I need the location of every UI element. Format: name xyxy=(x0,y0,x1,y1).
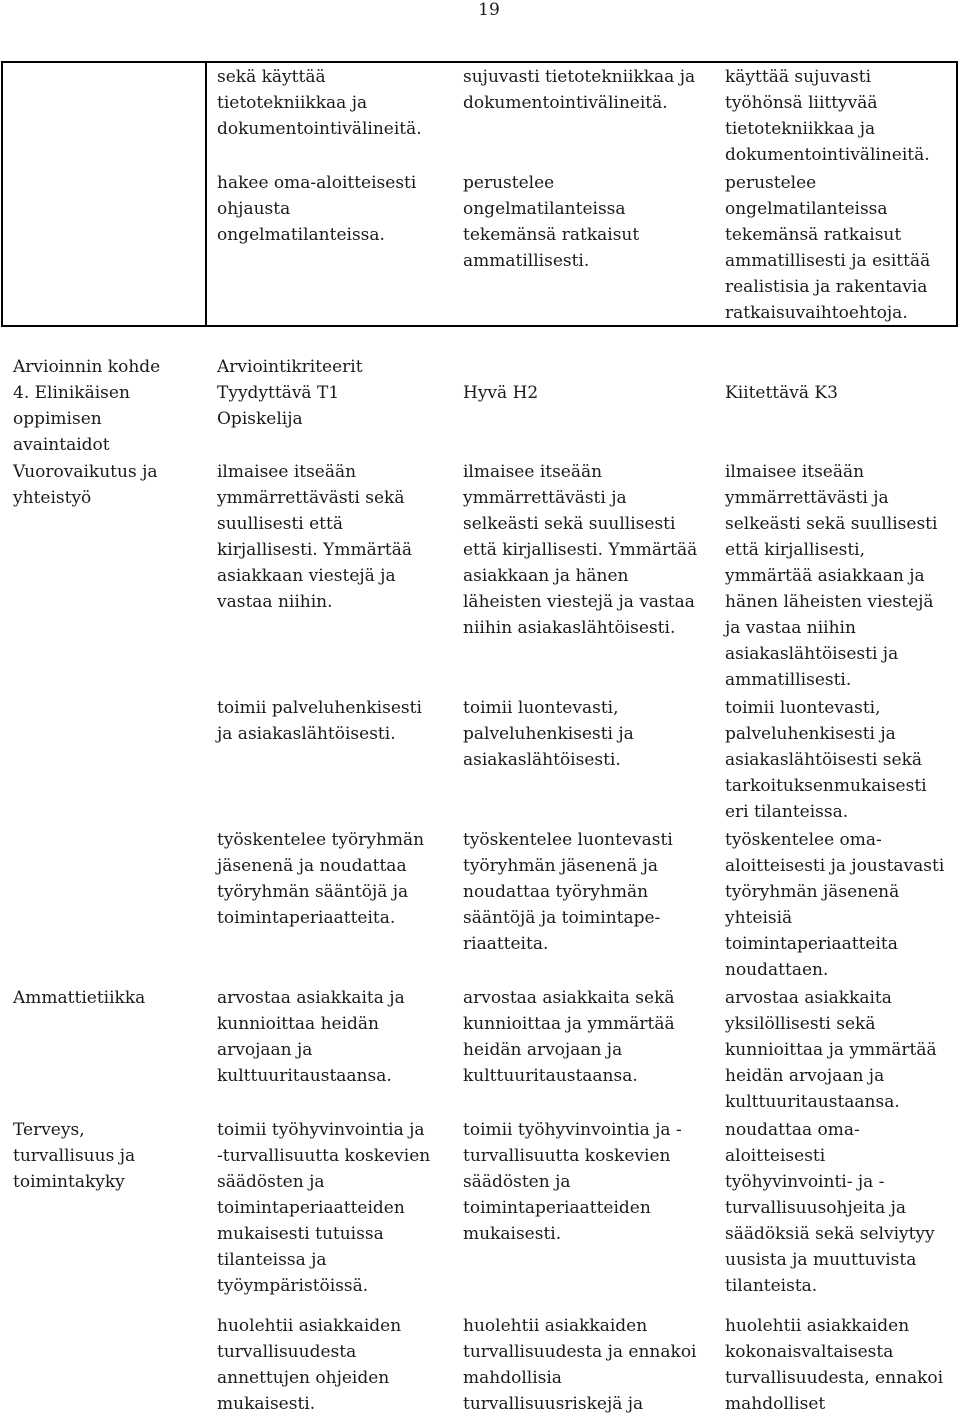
header-criteria: Arviointikriteerit xyxy=(217,357,363,377)
top-good-cell: sujuvasti tietotekniikkaa ja dokumentointivälineitä. xyxy=(463,67,696,113)
section-name: Terveys, turvallisuus ja toimintakyky xyxy=(13,1120,136,1192)
criteria-good-cell: työskentelee luontevasti työryhmän jäsenenä ja noudattaa työryhmän sääntöjä ja toimintape- riaatteita. xyxy=(463,830,673,954)
criteria-excellent-cell: ilmaisee itseään ymmärrettävästi ja selkeästi sekä suullisesti että kirjallisesti, ymmärtää asiakkaan ja hänen läheisten viestejä ja vastaa niihin asiakaslähtöisesti ja ammatillisesti. xyxy=(725,462,938,690)
criteria-good-cell: toimii työhyvinvointia ja - turvallisuutta koskevien säädösten ja toimintaperiaatteiden mukaisesti. xyxy=(463,1120,682,1244)
top-satisfactory-cell: hakee oma-aloitteisesti ohjausta ongelmatilanteissa. xyxy=(217,173,417,245)
criteria-good-cell: huolehtii asiakkaiden turvallisuudesta ja ennakoi mahdollisia turvallisuusriskejä ja xyxy=(463,1316,697,1414)
section-name: Ammattietiikka xyxy=(13,988,146,1008)
criteria-good-cell: ilmaisee itseään ymmärrettävästi ja selkeästi sekä suullisesti että kirjallisesti. Ymmärtää asiakkaan ja hänen läheisten viestejä ja vastaa niihin asiakaslähtöisesti. xyxy=(463,462,698,638)
criteria-excellent-cell: huolehtii asiakkaiden kokonaisvaltaisesta turvallisuudesta, ennakoi mahdolliset xyxy=(725,1316,944,1414)
criteria-excellent-cell: työskentelee oma- aloitteisesti ja joustavasti työryhmän jäsenenä yhteisiä toimintaperiaatteita noudattaen. xyxy=(725,830,945,980)
header-good: Hyvä H2 xyxy=(463,383,539,403)
top-excellent-cell: perustelee ongelmatilanteissa tekemänsä ratkaisut ammatillisesti ja esittää realistisia ja rakentavia ratkaisuvaihtoehtoja. xyxy=(725,173,931,323)
top-excellent-cell: käyttää sujuvasti työhönsä liittyvää tietotekniikkaa ja dokumentointivälineitä. xyxy=(725,67,930,165)
criteria-excellent-cell: toimii luontevasti, palveluhenkisesti ja asiakaslähtöisesti sekä tarkoituksenmukaisesti eri tilanteissa. xyxy=(725,698,927,822)
criteria-satisfactory-cell: ilmaisee itseään ymmärrettävästi sekä suullisesti että kirjallisesti. Ymmärtää asiakkaan viestejä ja vastaa niihin. xyxy=(217,462,412,612)
criteria-excellent-cell: arvostaa asiakkaita yksilöllisesti sekä kunnioittaa ja ymmärtää heidän arvojaan ja kulttuuritaustaansa. xyxy=(725,988,937,1112)
table-border-right xyxy=(956,61,958,327)
criteria-satisfactory-cell: arvostaa asiakkaita ja kunnioittaa heidän arvojaan ja kulttuuritaustaansa. xyxy=(217,988,405,1086)
criteria-excellent-cell: noudattaa oma- aloitteisesti työhyvinvointi- ja - turvallisuusohjeita ja säädöksiä sekä selviytyy uusista ja muuttuvista tilanteista. xyxy=(725,1120,935,1296)
top-good-cell: perustelee ongelmatilanteissa tekemänsä ratkaisut ammatillisesti. xyxy=(463,173,640,271)
header-excellent: Kiitettävä K3 xyxy=(725,383,838,403)
header-target: Arvioinnin kohde xyxy=(13,357,161,377)
top-satisfactory-cell: sekä käyttää tietotekniikkaa ja dokumentointivälineitä. xyxy=(217,67,422,139)
header-student: Opiskelija xyxy=(217,409,303,429)
page-number: 19 xyxy=(478,0,500,20)
criteria-satisfactory-cell: huolehtii asiakkaiden turvallisuudesta annettujen ohjeiden mukaisesti. xyxy=(217,1316,402,1414)
section-name: Vuorovaikutus ja yhteistyö xyxy=(13,462,158,508)
criteria-satisfactory-cell: työskentelee työryhmän jäsenenä ja noudattaa työryhmän sääntöjä ja toimintaperiaatteita. xyxy=(217,830,425,928)
criteria-satisfactory-cell: toimii palveluhenkisesti ja asiakaslähtöisesti. xyxy=(217,698,422,744)
criteria-good-cell: arvostaa asiakkaita sekä kunnioittaa ja ymmärtää heidän arvojaan ja kulttuuritaustaansa. xyxy=(463,988,675,1086)
table-border-top xyxy=(1,61,958,63)
table-col-divider xyxy=(205,61,207,327)
header-satisfactory: Tyydyttävä T1 xyxy=(217,383,340,403)
criteria-satisfactory-cell: toimii työhyvinvointia ja -turvallisuutta koskevien säädösten ja toimintaperiaatteiden mukaisesti tutuissa tilanteissa ja työympäristöissä. xyxy=(217,1120,431,1296)
header-section: 4. Elinikäisen oppimisen avaintaidot xyxy=(13,383,130,455)
table-border-left xyxy=(1,61,3,327)
criteria-good-cell: toimii luontevasti, palveluhenkisesti ja asiakaslähtöisesti. xyxy=(463,698,634,770)
